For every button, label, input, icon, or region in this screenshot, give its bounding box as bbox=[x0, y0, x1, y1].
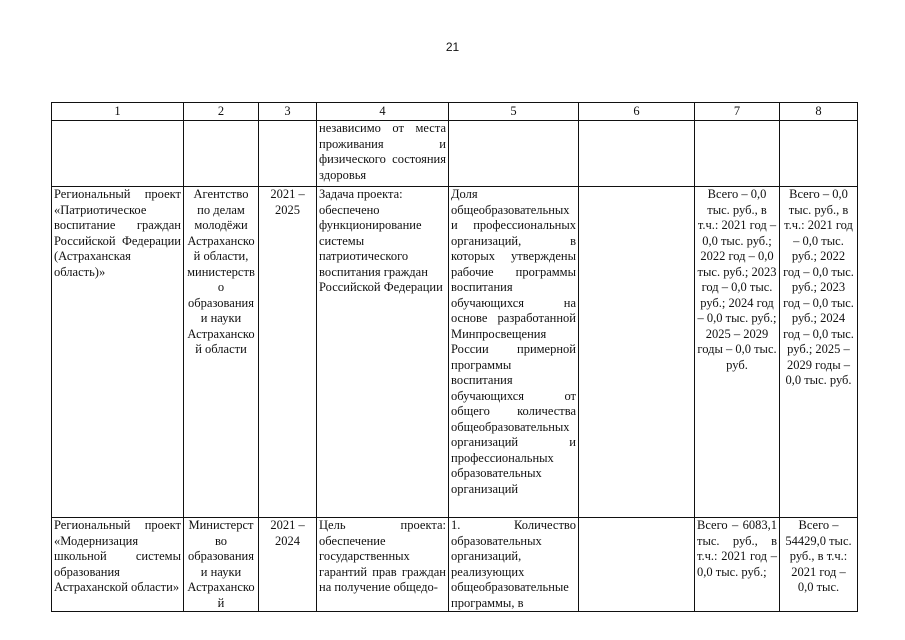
project-name-cell: Региональный проект «Патриотическое воспитание граждан Российской Федерации (Астраханская область)» bbox=[52, 187, 184, 518]
period-cell: 2021 – 2024 bbox=[259, 518, 317, 612]
table-cell bbox=[579, 121, 695, 187]
program-table bbox=[51, 102, 858, 612]
table-cell bbox=[52, 121, 184, 187]
header-cell: 5 bbox=[449, 103, 579, 121]
table-cell bbox=[259, 121, 317, 187]
header-cell: 4 bbox=[317, 103, 449, 121]
header-cell: 7 bbox=[695, 103, 780, 121]
header-row bbox=[52, 103, 858, 121]
header-cell: 3 bbox=[259, 103, 317, 121]
task-cell: Цель проекта: обеспечение государственных гарантий прав граждан на получение общедо- bbox=[317, 518, 449, 612]
header-cell: 1 bbox=[52, 103, 184, 121]
table-cell bbox=[695, 121, 780, 187]
funding-cell: Всего – 0,0 тыс. руб., в т.ч.: 2021 год – 0,0 тыс. руб.; 2022 год – 0,0 тыс. руб.; 2023 год – 0,0 тыс. руб.; 2024 год – 0,0 тыс. руб.; 2025 – 2029 годы – 0,0 тыс. руб. bbox=[780, 187, 858, 518]
task-cell: Задача проекта: обеспечено функционирование системы патриотического воспитания граждан Российской Федерации bbox=[317, 187, 449, 518]
table-cell bbox=[579, 518, 695, 612]
table-cell bbox=[579, 187, 695, 518]
indicator-cell: 1. Количество образовательных организаций, реализующих общеобразовательные программы, в bbox=[449, 518, 579, 612]
project-name-cell: Региональный проект «Модернизация школьной системы образования Астраханской области» bbox=[52, 518, 184, 612]
table-row bbox=[52, 518, 858, 612]
header-cell: 6 bbox=[579, 103, 695, 121]
table-row-continuation bbox=[52, 121, 858, 187]
header-cell: 8 bbox=[780, 103, 858, 121]
page-number: 21 bbox=[445, 40, 460, 54]
table-cell-task: независимо от места проживания и физического состояния здоровья bbox=[317, 121, 449, 187]
indicator-cell: Доля общеобразовательных и профессиональных организаций, в которых утверждены рабочие программы воспитания обучающихся на основе разработанной Минпросвещения России примерной программы воспитания обучающихся от общего количества общеобразовательных организаций и профессиональных образовательных организаций bbox=[449, 187, 579, 518]
header-cell: 2 bbox=[184, 103, 259, 121]
responsible-cell: Министерство образования и науки Астраханской bbox=[184, 518, 259, 612]
table-cell bbox=[780, 121, 858, 187]
funding-cell: Всего – 6083,1 тыс. руб., в т.ч.: 2021 год – 0,0 тыс. руб.; bbox=[695, 518, 780, 612]
funding-cell: Всего – 0,0 тыс. руб., в т.ч.: 2021 год – 0,0 тыс. руб.; 2022 год – 0,0 тыс. руб.; 2023 год – 0,0 тыс. руб.; 2024 год – 0,0 тыс. руб.; 2025 – 2029 годы – 0,0 тыс. руб. bbox=[695, 187, 780, 518]
period-cell: 2021 – 2025 bbox=[259, 187, 317, 518]
table-row bbox=[52, 187, 858, 518]
responsible-cell: Агентство по делам молодёжи Астраханской области, министерство образования и науки Астраханской области bbox=[184, 187, 259, 518]
funding-cell: Всего – 54429,0 тыс. руб., в т.ч.: 2021 год – 0,0 тыс. bbox=[780, 518, 858, 612]
table-cell bbox=[449, 121, 579, 187]
table-cell bbox=[184, 121, 259, 187]
